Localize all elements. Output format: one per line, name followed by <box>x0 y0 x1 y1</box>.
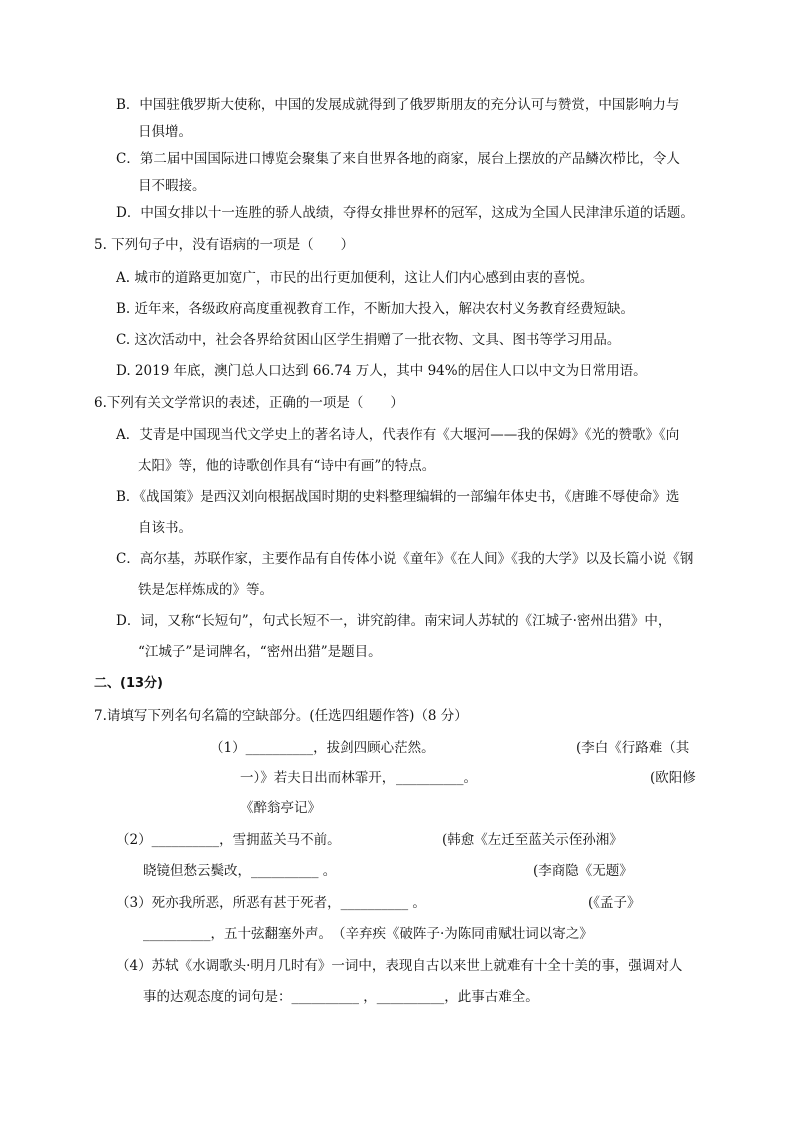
q4-option-b-line1: B．中国驻俄罗斯大使称，中国的发展成就得到了俄罗斯朋友的充分认可与赞赏，中国影响力与 <box>116 97 680 113</box>
q7-group1-blank: __________。 <box>396 770 477 786</box>
q6-option-a-line1: A．艾青是中国现当代文学史上的著名诗人，代表作有《大堰河——我的保姆》《光的赞歌》《向 <box>116 427 680 443</box>
q7-group2-line1: （2）__________，雪拥蓝关马不前。 <box>116 832 341 848</box>
q6-option-a-line2: 太阳》等，他的诗歌创作具有“诗中有画”的特点。 <box>138 458 436 474</box>
q7-group3-source1: (《孟子》 <box>588 895 641 911</box>
q6-option-b-line1: B．《战国策》是西汉刘向根据战国时期的史料整理编辑的一部编年体史书，《唐雎不辱使命》选 <box>116 489 680 505</box>
q6-option-d-line2: “江城子”是词牌名，“密州出猎”是题目。 <box>138 644 382 660</box>
q7-group1-line1: （1）__________，拔剑四顾心茫然。 <box>210 740 435 756</box>
q7-group1-source2: (欧阳修 <box>650 770 696 786</box>
q7-group2-source2: (李商隐《无题》 <box>533 863 633 879</box>
q7-group2-source1: (韩愈《左迁至蓝关示侄孙湘》 <box>442 832 623 848</box>
q7-group4-line1: （4）苏轼《水调歌头·明月几时有》一词中，表现自古以来世上就难有十全十美的事，强调对人 <box>116 958 683 974</box>
q6-option-c-line2: 铁是怎样炼成的》等。 <box>138 582 273 598</box>
q7-group3-line1: （3）死亦我所恶，所恶有甚于死者，__________ 。 <box>116 895 426 911</box>
q4-option-c-line2: 目不暇接。 <box>138 178 206 194</box>
q5-stem: 5. 下列句子中，没有语病的一项是（ ） <box>94 237 355 253</box>
q6-option-c-line1: C．高尔基，苏联作家，主要作品有自传体小说《童年》《在人间》《我的大学》以及长篇小说《钢 <box>116 551 694 567</box>
q6-option-d-line1: D．词，又称“长短句”，句式长短不一，讲究韵律。南宋词人苏轼的《江城子·密州出猎》中， <box>116 613 672 629</box>
q6-stem: 6.下列有关文学常识的表述，正确的一项是（ ） <box>94 395 404 411</box>
q7-group3-line2: __________，五十弦翻塞外声。 （辛弃疾《破阵子·为陈同甫赋壮词以寄之》 <box>143 926 593 942</box>
q7-group1-source1: (李白《行路难（其 <box>576 740 690 756</box>
q6-option-b-line2: 自该书。 <box>138 520 192 536</box>
q5-option-b: B. 近年来，各级政府高度重视教育工作，不断加大投入，解决农村义务教育经费短缺。 <box>116 301 635 317</box>
section-2-title: 二、(13分) <box>94 676 163 691</box>
q7-group1-source3: 《醉翁亭记》 <box>240 800 321 816</box>
q7-group2-line2: 晓镜但愁云鬓改，__________ 。 <box>143 863 337 879</box>
q7-group4-line2: 事的达观态度的词句是：__________ ，__________，此事古难全。 <box>143 989 539 1005</box>
q5-option-d: D. 2019 年底，澳门总人口达到 66.74 万人，其中 94%的居住人口以中文为日常用语。 <box>116 363 647 379</box>
q5-option-a: A. 城市的道路更加宽广，市民的出行更加便利，这让人们内心感到由衷的喜悦。 <box>116 270 594 286</box>
q5-option-c: C. 这次活动中，社会各界给贫困山区学生捐赠了一批衣物、文具、图书等学习用品。 <box>116 332 621 348</box>
q7-group1-line2: 一）》若夫日出而林霏开， <box>240 770 396 786</box>
q4-option-d: D．中国女排以十一连胜的骄人战绩，夺得女排世界杯的冠军，这成为全国人民津津乐道的话题。 <box>116 205 694 221</box>
q4-option-b-line2: 日俱增。 <box>138 124 192 140</box>
q4-option-c-line1: C．第二届中国国际进口博览会聚集了来自世界各地的商家，展台上摆放的产品鳞次栉比，令人 <box>116 151 680 167</box>
q7-stem: 7.请填写下列名句名篇的空缺部分。(任选四组题作答)（8 分） <box>94 708 468 724</box>
